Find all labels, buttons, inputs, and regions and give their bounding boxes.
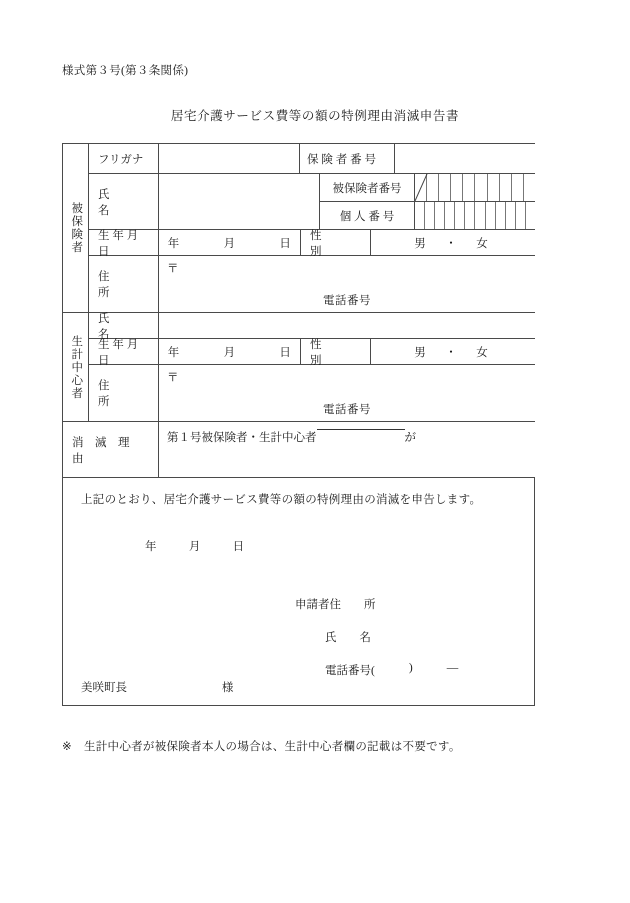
reason-blank-field[interactable] xyxy=(317,429,405,430)
form-table xyxy=(62,143,535,706)
insured-gender-choice[interactable] xyxy=(371,230,535,255)
insured-birthdate-label: 生 年 月 日 xyxy=(89,230,159,255)
insured-name-label: 氏 名 xyxy=(89,174,159,229)
declaration-block xyxy=(63,478,535,706)
reason-input[interactable] xyxy=(159,422,535,477)
supporter-gender-label: 性 別 xyxy=(301,339,371,364)
row-reason xyxy=(63,422,535,478)
furigana-label: フリガナ xyxy=(89,144,159,173)
insured-address-label: 住 所 xyxy=(89,256,159,312)
reason-text-before: 第１号被保険者・生計中心者 xyxy=(167,432,317,444)
insured-number-label: 被保険者番号 xyxy=(320,174,415,201)
declaration-date-input[interactable] xyxy=(145,538,244,554)
insured-group-label-text: 被保険者 xyxy=(70,202,83,254)
supporter-group-label xyxy=(63,313,89,421)
addressee-honorific: 様 xyxy=(221,682,234,694)
insured-gender-label: 性 別 xyxy=(301,230,371,255)
row-address xyxy=(89,256,535,312)
form-number: 様式第３号(第３条関係) xyxy=(62,65,189,77)
furigana-input[interactable] xyxy=(159,144,300,173)
reason-label: 消 滅 理 由 xyxy=(63,422,159,477)
insured-group-label xyxy=(63,144,89,312)
row-furigana xyxy=(89,144,535,174)
insured-number-grid[interactable] xyxy=(415,174,535,201)
birth-month-unit: 月 xyxy=(223,237,236,250)
addressee-name: 美咲町長 xyxy=(81,682,127,694)
supporter-section xyxy=(63,313,535,422)
personal-number-input[interactable] xyxy=(415,202,535,229)
row-supporter-address xyxy=(89,365,535,421)
applicant-name-line[interactable] xyxy=(295,629,505,645)
decl-year-unit: 年 xyxy=(145,541,157,553)
supporter-name-input[interactable] xyxy=(159,313,535,338)
declaration-statement: 上記のとおり、居宅介護サービス費等の額の特例理由の消滅を申告します。 xyxy=(81,494,482,506)
applicant-tel-label: 電話番号( xyxy=(325,665,375,677)
supporter-tel-label: 電話番号 xyxy=(323,404,371,416)
supporter-group-label-text: 生計中心者 xyxy=(70,334,83,400)
row-supporter-birth-gender xyxy=(89,339,535,365)
footnote xyxy=(62,738,461,754)
supporter-birth-day-unit: 日 xyxy=(279,346,292,359)
insured-name-input[interactable] xyxy=(159,174,320,229)
insured-gender-value: 男 ・ 女 xyxy=(414,237,492,250)
birth-year-unit: 年 xyxy=(167,237,180,250)
insured-tel-label: 電話番号 xyxy=(323,295,371,307)
supporter-address-label: 住 所 xyxy=(89,365,159,421)
supporter-birth-month-unit: 月 xyxy=(223,346,236,359)
insured-address-input[interactable] xyxy=(159,256,535,312)
decl-day-unit: 日 xyxy=(232,541,245,553)
decl-month-unit: 月 xyxy=(188,541,201,553)
supporter-birth-year-unit: 年 xyxy=(167,346,180,359)
applicant-signature-block xyxy=(295,596,505,695)
supporter-birthdate-input[interactable] xyxy=(159,339,301,364)
supporter-name-label: 氏 名 xyxy=(89,313,159,338)
addressee-line xyxy=(81,679,233,695)
insured-person-section xyxy=(63,144,535,313)
applicant-address-label: 申請者住 所 xyxy=(295,599,376,611)
footnote-text: 生計中心者が被保険者本人の場合は、生計中心者欄の記載は不要です。 xyxy=(83,741,461,753)
footnote-mark-icon: ※ xyxy=(62,741,72,753)
row-name xyxy=(89,174,535,230)
supporter-birthdate-label: 生 年 月 日 xyxy=(89,339,159,364)
reason-text-after: が xyxy=(404,432,416,444)
supporter-postal-mark-icon: 〒 xyxy=(167,372,179,384)
personal-number-grid[interactable] xyxy=(415,202,535,229)
insured-birthdate-input[interactable] xyxy=(159,230,301,255)
insurer-number-label: 保 険 者 番 号 xyxy=(300,144,395,173)
postal-mark-icon: 〒 xyxy=(167,263,179,275)
supporter-address-input[interactable] xyxy=(159,365,535,421)
applicant-name-label: 氏 名 xyxy=(325,632,371,644)
applicant-tel-dash: — xyxy=(446,662,459,674)
applicant-tel-close-paren: ) xyxy=(408,662,413,674)
applicant-tel-line[interactable] xyxy=(325,662,505,678)
insured-number-input[interactable] xyxy=(415,174,535,201)
supporter-gender-choice[interactable] xyxy=(371,339,535,364)
page-title: 居宅介護サービス費等の額の特例理由消滅申告書 xyxy=(170,109,460,123)
birth-day-unit: 日 xyxy=(279,237,292,250)
supporter-gender-value: 男 ・ 女 xyxy=(414,346,492,359)
personal-number-label: 個 人 番 号 xyxy=(320,202,415,229)
row-birth-gender xyxy=(89,230,535,256)
insurer-number-input[interactable] xyxy=(395,144,535,173)
applicant-address-line[interactable] xyxy=(295,596,505,612)
